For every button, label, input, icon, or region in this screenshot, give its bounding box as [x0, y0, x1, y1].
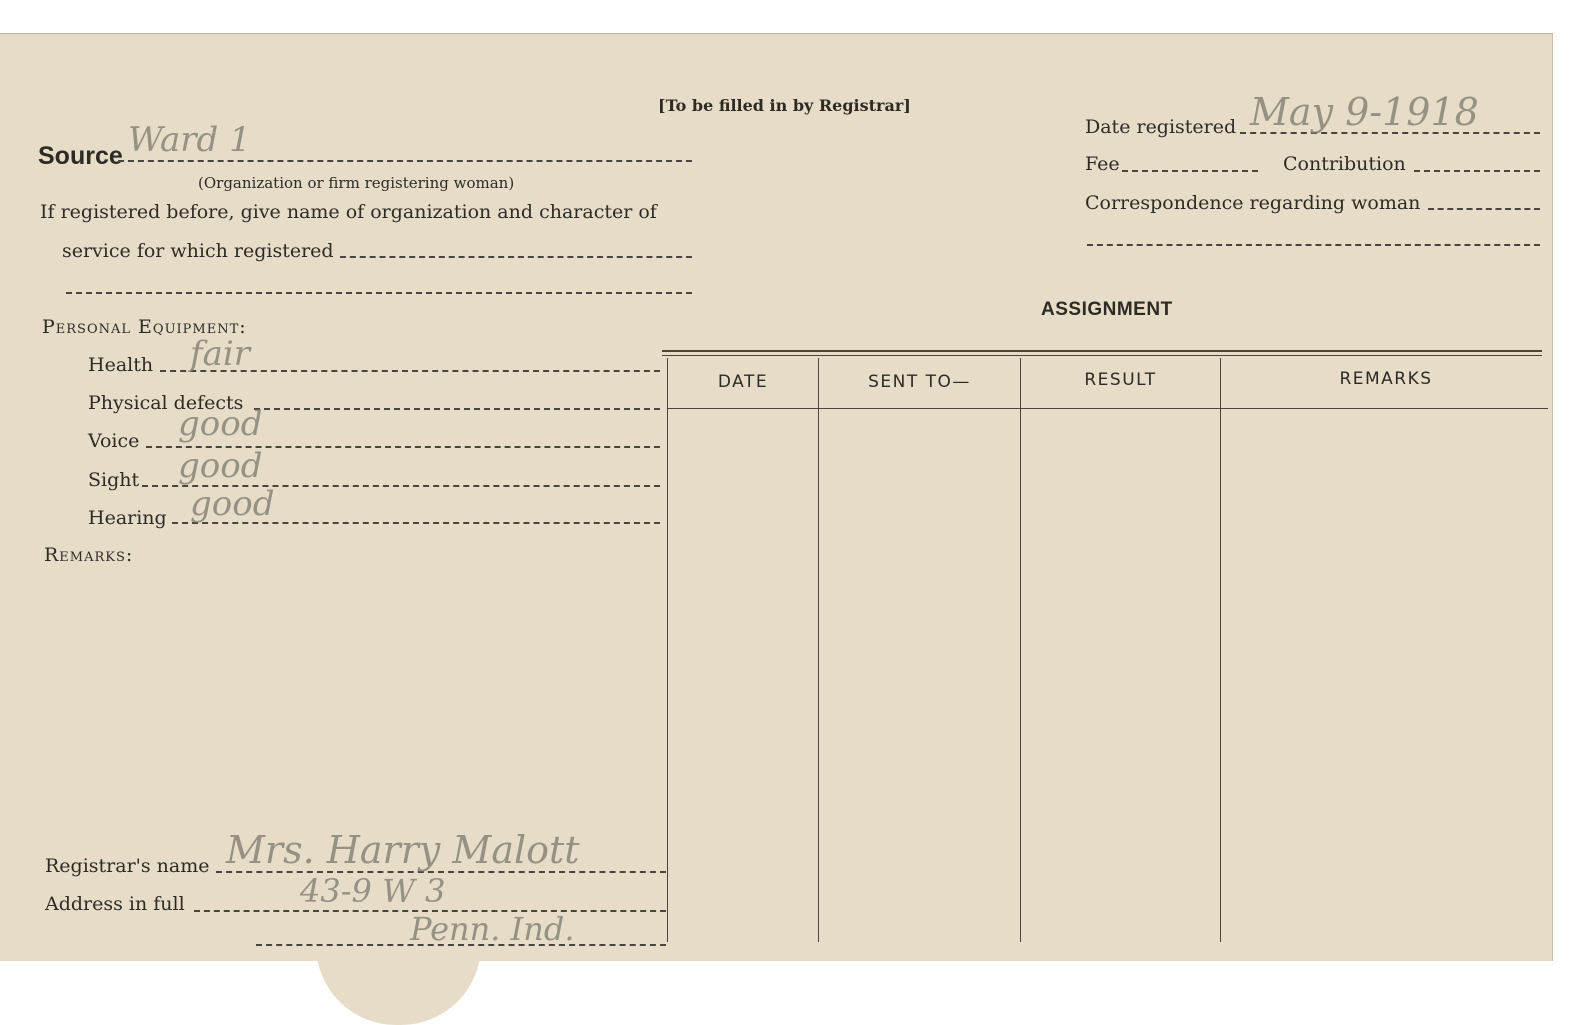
source-caption: (Organization or firm registering woman) — [198, 174, 515, 192]
contribution-label: Contribution — [1283, 153, 1406, 175]
column-divider-1 — [818, 358, 819, 942]
correspondence-extra-line — [1087, 244, 1540, 246]
card-tab — [316, 945, 481, 1025]
source-label: Source — [38, 142, 123, 170]
address-value-line1: 43-9 W 3 — [300, 872, 446, 910]
voice-label: Voice — [88, 430, 140, 452]
health-value: fair — [190, 334, 250, 374]
assignment-border-left — [667, 358, 668, 942]
column-header-result: RESULT — [1084, 370, 1157, 390]
personal-equipment-heading: Personal Equipment: — [42, 316, 247, 338]
date-registered-value: May 9-1918 — [1250, 90, 1479, 134]
registrar-note: [To be filled in by Registrar] — [658, 96, 911, 115]
registrar-name-label: Registrar's name — [45, 855, 210, 877]
hearing-label: Hearing — [88, 507, 167, 529]
voice-value: good — [178, 404, 263, 444]
physical-defects-line — [254, 408, 660, 410]
sight-value: good — [178, 446, 263, 486]
column-header-date: DATE — [717, 372, 769, 392]
contribution-line — [1414, 170, 1540, 172]
correspondence-label: Correspondence regarding woman — [1085, 192, 1421, 214]
registered-before-line1: If registered before, give name of organization and character of — [40, 201, 657, 223]
column-header-remarks: REMARKS — [1339, 369, 1433, 389]
address-value-line2: Penn. Ind. — [410, 910, 575, 948]
assignment-top-rule-2 — [662, 355, 1542, 356]
fee-label: Fee — [1085, 153, 1120, 175]
registered-before-line2: service for which registered — [62, 240, 334, 262]
registered-before-line — [340, 256, 692, 258]
column-divider-3 — [1220, 358, 1221, 942]
date-registered-label: Date registered — [1085, 116, 1237, 138]
sight-label: Sight — [88, 469, 140, 491]
source-line — [118, 160, 692, 162]
address-label: Address in full — [45, 893, 185, 915]
assignment-top-rule — [662, 350, 1542, 352]
source-value: Ward 1 — [128, 120, 251, 160]
registered-before-extra-line — [66, 292, 692, 294]
fee-line — [1122, 170, 1258, 172]
hearing-value: good — [190, 484, 275, 524]
remarks-heading: Remarks: — [44, 544, 134, 566]
column-divider-2 — [1020, 358, 1021, 942]
registrar-name-value: Mrs. Harry Malott — [226, 828, 580, 872]
assignment-title: ASSIGNMENT — [1041, 299, 1173, 320]
physical-defects-label: Physical defects — [88, 392, 244, 414]
health-label: Health — [88, 354, 154, 376]
correspondence-line — [1428, 208, 1540, 210]
assignment-header-rule — [668, 408, 1548, 409]
column-header-sent-to: SENT TO— — [868, 372, 971, 392]
